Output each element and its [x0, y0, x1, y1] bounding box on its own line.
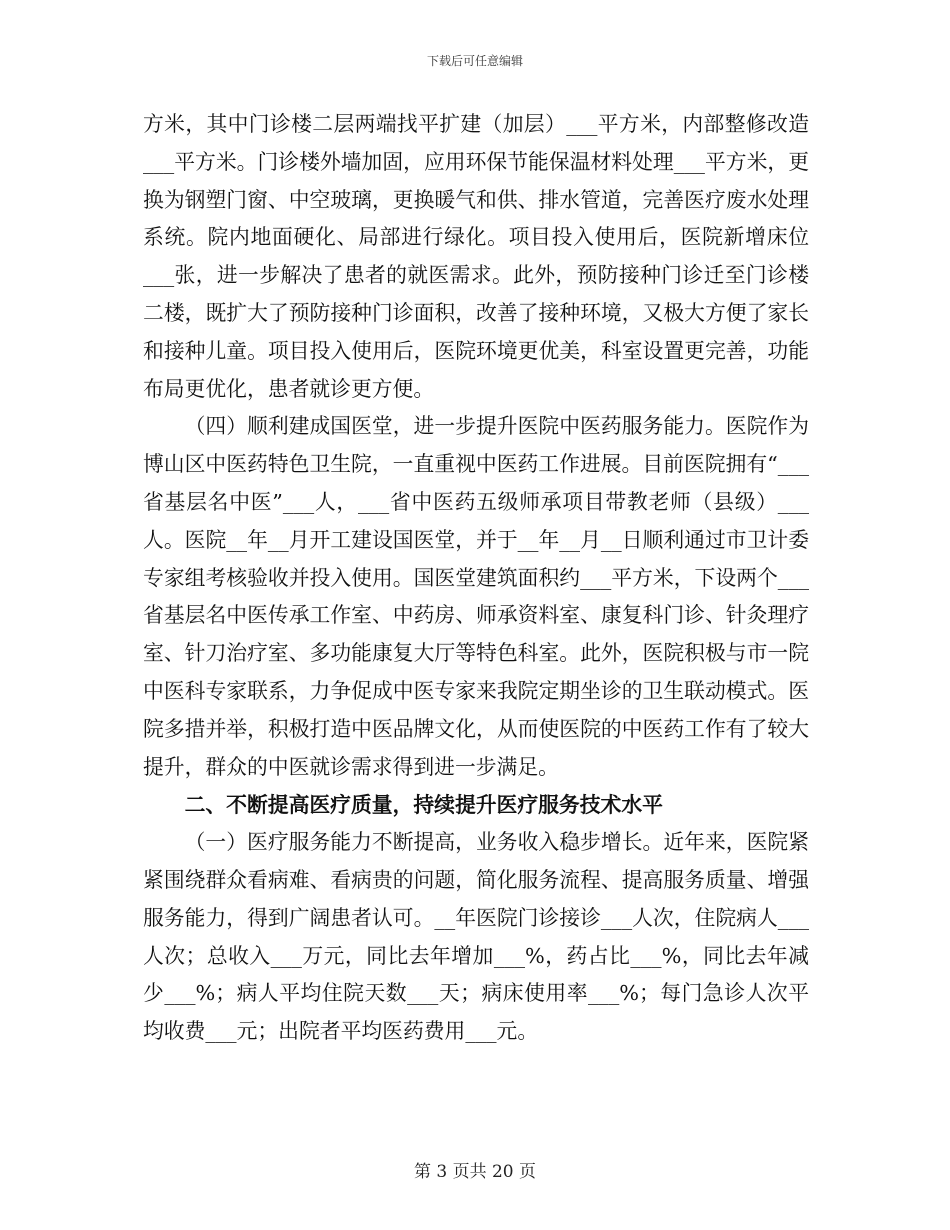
section-heading: 二、不断提高医疗质量，持续提升医疗服务技术水平	[184, 792, 663, 818]
paragraph-guoyitang: （四）顺利建成国医堂，进一步提升医院中医药服务能力。医院作为博山区中医药特色卫生院，一直重视中医药工作进展。目前医院拥有“___省基层名中医”___人，___省中医药五级师承项目带教老师（县级）___人。医院__年__月开工建设国医堂，并于__年__月__日顺利通过市卫计委专家组考核验收并投入使用。国医堂建筑面积约___平方米，下设两个___省基层名中医传承工作室、中药房、师承资料室、康复科门诊、针灸理疗室、针刀治疗室、多功能康复大厅等特色科室。此外，医院积极与市一院中医科专家联系，力争促成中医专家来我院定期坐诊的卫生联动模式。医院多措并举，积极打造中医品牌文化，从而使医院的中医药工作有了较大提升，群众的中医就诊需求得到进一步满足。	[143, 414, 809, 779]
paragraph-continued: 方米，其中门诊楼二层两端找平扩建（加层）___平方米，内部整修改造___平方米。门诊楼外墙加固，应用环保节能保温材料处理___平方米，更换为钢塑门窗、中空玻璃，更换暖气和供、排水管道，完善医疗废水处理系统。院内地面硬化、局部进行绿化。项目投入使用后，医院新增床位___张，进一步解决了患者的就医需求。此外，预防接种门诊迁至门诊楼二楼，既扩大了预防接种门诊面积，改善了接种环境，又极大方便了家长和接种儿童。项目投入使用后，医院环境更优美，科室设置更完善，功能布局更优化，患者就诊更方便。	[143, 112, 809, 401]
document-body	[143, 106, 809, 1051]
page-header: 下载后可任意编辑	[426, 54, 523, 68]
page-number: 第 3 页共 20 页	[413, 1162, 537, 1182]
paragraph-service-capacity: （一）医疗服务能力不断提高，业务收入稳步增长。近年来，医院紧紧围绕群众看病难、看病贵的问题，简化服务流程、提高服务质量、增强服务能力，得到广阔患者认可。__年医院门诊接诊___人次，住院病人___人次；总收入___万元，同比去年增加___%，药占比___%，同比去年减少___%；病人平均住院天数___天；病床使用率___%；每门急诊人次平均收费___元；出院者平均医药费用___元。	[143, 830, 809, 1044]
